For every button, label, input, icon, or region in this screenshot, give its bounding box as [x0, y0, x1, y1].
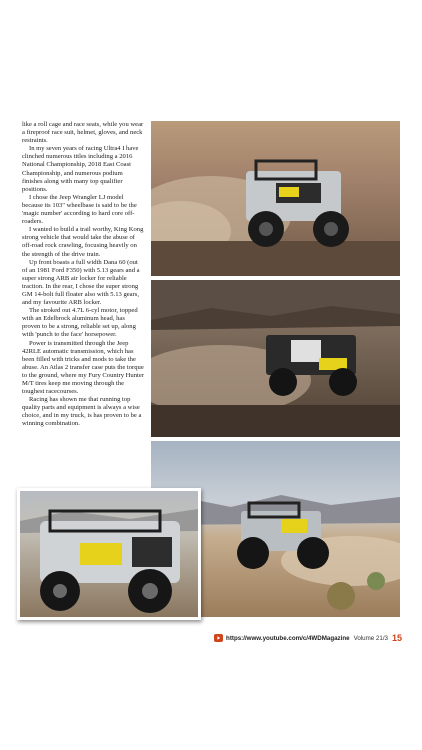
volume-label: Volume 21/3: [353, 634, 388, 642]
desert-race-photo: [151, 280, 400, 437]
paragraph: like a roll cage and race seats, while you wear a fireproof race suit, helmet, gloves, and neck restraints.: [22, 121, 144, 145]
paragraph: Racing has shown me that running top quality parts and equipment is always a wise choice, and in my truck, is has proven to be a winning combination.: [22, 396, 142, 428]
page-footer: [200, 632, 402, 644]
paragraph: I wanted to build a trail worthy, King Kong strong vehicle that would take the abuse of off-road rock crawling, focusing heavily on the strength of the drive train.: [22, 226, 144, 258]
paragraph: Up front boasts a full width Dana 60 (out of an 1981 Ford F350) with 5.13 gears and a super strong ARB air locker for reliable traction. In the rear, I chose the super strong GM 14-bolt full floater also with 5.13 gears, and my favourite ARB locker.: [22, 258, 140, 307]
paragraph: I chose the Jeep Wrangler LJ model because its 103" wheelbase is said to be the 'magic number' according to hard core off-roaders.: [22, 193, 137, 226]
youtube-link[interactable]: https://www.youtube.com/c/4WDMagazine: [226, 634, 350, 642]
paragraph: Power is transmitted through the Jeep 42RLE automatic transmission, which has been filled with tricks and mods to take the abuse. An Atlas 2 transfer case puts the torque to the ground, where my Fury Country Hunter M/T tires keep me moving through the toughest racecourses.: [22, 339, 144, 396]
jeep-closeup-photo: [17, 488, 201, 620]
article-text-column: [22, 121, 144, 429]
page-number: 15: [391, 633, 402, 643]
paragraph: The stroked out 4.7L 6-cyl motor, topped with an Edelbrock aluminum head, has proven to be a strong, reliable set up, along with 'punch to the face' horsepower.: [22, 307, 138, 339]
paragraph: In my seven years of racing Ultra4 I have clinched numerous titles including a 2016 National Championship, 2018 East Coast Championship, and numerous podium finishes along with many top qualifier positions.: [22, 145, 139, 193]
youtube-icon: [214, 634, 223, 642]
desert-jeep-photo: [151, 121, 400, 276]
